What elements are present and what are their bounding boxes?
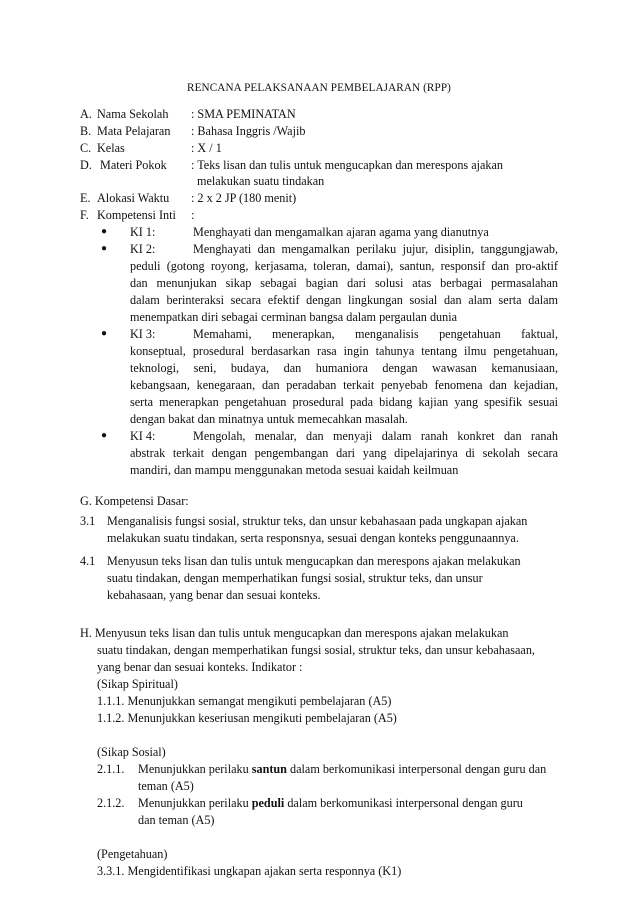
identity-value: : 2 x 2 JP (180 menit) (191, 191, 297, 205)
kd-text: Menyusun teks lisan dan tulis untuk mengucapkan dan merespons ajakan melakukan (107, 554, 521, 568)
ki-text: kebangsaan, kenegaraan, dan peradaban terkait penyebab fenomena dan kejadian, (130, 378, 558, 392)
identity-row-class (0, 140, 638, 156)
indicator-group-heading: (Pengetahuan) (97, 847, 168, 861)
h-text: suatu tindakan, dengan memperhatikan fungsi sosial, struktur teks, dan unsur kebahasaan, (97, 643, 535, 657)
bullet-icon: ● (101, 226, 108, 237)
identity-value: : Bahasa Inggris /Wajib (191, 124, 306, 138)
ki-text: Menghayati dan mengamalkan perilaku jujur, disiplin, tanggungjawab, (193, 242, 558, 256)
kd-text: Menganalisis fungsi sosial, struktur teks, dan unsur kebahasaan pada ungkapan ajakan (107, 514, 528, 528)
indicator-number: 2.1.2. (97, 796, 125, 810)
identity-row-school (0, 106, 638, 122)
ki-item (0, 241, 638, 257)
identity-row-subject (0, 123, 638, 139)
ki-code: KI 4: (130, 429, 156, 443)
ki-text: mandiri, dan mampu menggunakan metoda sesuai kaidah keilmuan (130, 463, 459, 477)
ki-text: konseptual, prosedural berdasarkan rasa ingin tahunya tentang ilmu pengetahuan, (130, 344, 558, 358)
indicator-keyword: peduli (251, 796, 285, 810)
ki-item (0, 326, 638, 342)
indicator-item-cont: dan teman (A5) (138, 813, 215, 827)
indicator-item (138, 795, 523, 811)
ki-code: KI 1: (130, 225, 156, 239)
ki-text: Mengolah, menalar, dan menyaji dalam ranah konkret dan ranah (193, 429, 558, 443)
kd-text: kebahasaan, yang benar dan sesuai konteks. (107, 588, 321, 602)
ki-text: Menghayati dan mengamalkan ajaran agama yang dianutnya (193, 225, 489, 239)
identity-value: : Teks lisan dan tulis untuk mengucapkan dan merespons ajakan (191, 158, 504, 172)
identity-label: Materi Pokok (100, 158, 167, 172)
identity-letter: B. (80, 124, 92, 138)
identity-label: Mata Pelajaran (97, 124, 171, 138)
identity-letter: A. (80, 107, 92, 121)
indicator-item: 1.1.2. Menunjukkan keseriusan mengikuti pembelajaran (A5) (97, 711, 397, 725)
identity-label: Alokasi Waktu (97, 191, 170, 205)
identity-letter: F. (80, 208, 89, 222)
indicator-item: 1.1.1. Menunjukkan semangat mengikuti pembelajaran (A5) (97, 694, 392, 708)
ki-text: abstrak terkait dengan pengembangan dari yang dipelajarinya di sekolah secara (130, 446, 558, 460)
ki-text: peduli (gotong royong, kerjasama, toleran, damai), santun, responsif dan pro-aktif (130, 259, 558, 273)
indicator-item: 3.3.1. Mengidentifikasi ungkapan ajakan serta responnya (K1) (97, 864, 402, 878)
indicator-text: dalam berkomunikasi interpersonal dengan guru dan (286, 762, 547, 776)
ki-text: dalam berinteraksi secara efektif dengan lingkungan sosial dan alam serta dalam (130, 293, 558, 307)
identity-value: : (191, 208, 195, 222)
identity-letter: D. (80, 158, 92, 172)
indicator-text: dalam berkomunikasi interpersonal dengan guru (284, 796, 523, 810)
kd-number: 3.1 (80, 514, 96, 528)
ki-text: menempatkan diri sebagai cerminan bangsa dalam pergaulan dunia (130, 310, 458, 324)
kd-heading: G. Kompetensi Dasar: (80, 494, 189, 508)
ki-text: Memahami, menerapkan, menganalisis pengetahuan faktual, (193, 327, 558, 341)
h-text: H. Menyusun teks lisan dan tulis untuk mengucapkan dan merespons ajakan melakukan (80, 626, 509, 640)
indicator-group-heading: (Sikap Sosial) (97, 745, 166, 759)
ki-item (0, 224, 638, 240)
ki-text: serta menerapkan pengetahuan prosedural pada bidang kajian yang spesifik sesuai (130, 395, 558, 409)
identity-row-ki (0, 207, 638, 223)
kd-text: suatu tindakan, dengan memperhatikan fungsi sosial, struktur teks, dan unsur (107, 571, 483, 585)
kd-text: melakukan suatu tindakan, serta responsnya, sesuai dengan konteks penggunaannya. (107, 531, 519, 545)
ki-code: KI 2: (130, 242, 156, 256)
indicator-item (138, 761, 546, 777)
identity-value-cont: melakukan suatu tindakan (197, 174, 325, 188)
page-title: RENCANA PELAKSANAAN PEMBELAJARAN (RPP) (187, 82, 451, 94)
indicator-text: Menunjukkan perilaku (138, 796, 252, 810)
kd-number: 4.1 (80, 554, 96, 568)
identity-letter: C. (80, 141, 92, 155)
identity-value: : X / 1 (191, 141, 222, 155)
ki-text: dan menunjukan sikap sebagai bagian dari solusi atas berbagai permasalahan (130, 276, 558, 290)
identity-label: Nama Sekolah (97, 107, 169, 121)
identity-row-time (0, 190, 638, 206)
indicator-text: Menunjukkan perilaku (138, 762, 252, 776)
bullet-icon: ● (101, 243, 108, 254)
ki-text: teknologi, seni, budaya, dan humaniora dengan wawasan kemanusiaan, (130, 361, 558, 375)
ki-text: dengan bakat dan minatnya untuk memecahkan masalah. (130, 412, 408, 426)
ki-item (0, 428, 638, 444)
indicator-group-heading: (Sikap Spiritual) (97, 677, 178, 691)
indicator-number: 2.1.1. (97, 762, 125, 776)
indicator-item-cont: teman (A5) (138, 779, 194, 793)
identity-letter: E. (80, 191, 91, 205)
bullet-icon: ● (101, 328, 108, 339)
bullet-icon: ● (101, 430, 108, 441)
indicator-keyword: santun (251, 762, 287, 776)
identity-row-topic (0, 157, 638, 173)
identity-label: Kelas (97, 141, 125, 155)
identity-row-topic-cont (0, 173, 638, 189)
identity-value: : SMA PEMINATAN (191, 107, 296, 121)
identity-label: Kompetensi Inti (97, 208, 176, 222)
h-text: yang benar dan sesuai konteks. Indikator : (97, 660, 303, 674)
ki-code: KI 3: (130, 327, 156, 341)
